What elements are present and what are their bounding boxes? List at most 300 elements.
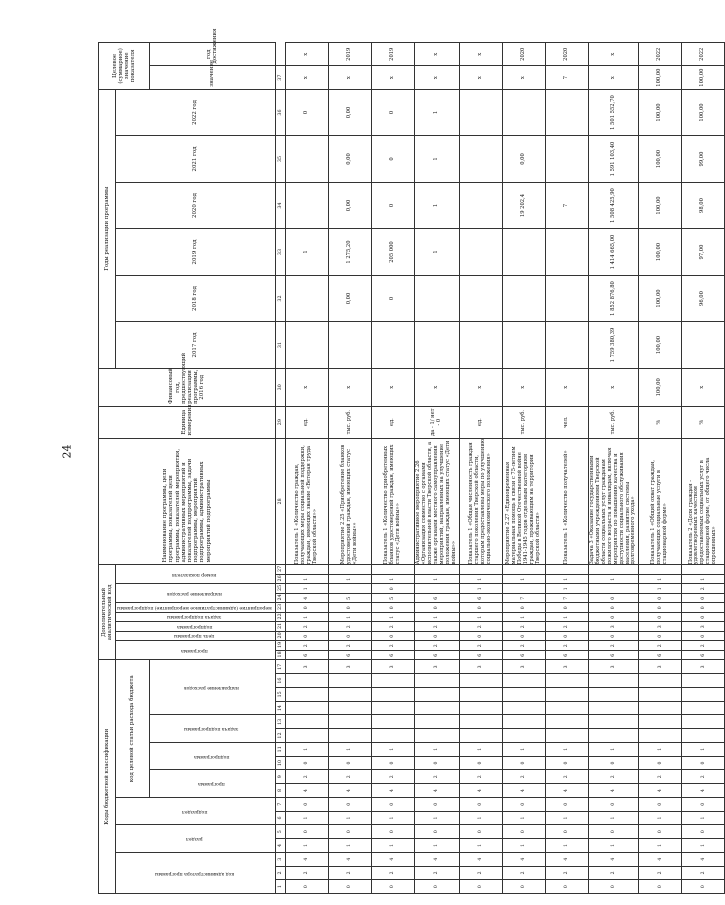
program-indicators-table — [98, 28, 725, 894]
row-year-value: 100,00 — [682, 89, 725, 136]
code-cell: 2 — [588, 866, 639, 880]
code-cell: 0 — [285, 631, 328, 641]
row-base-value: х — [502, 368, 545, 406]
row-name: Показатель 1 «Количество получателей» — [545, 438, 588, 565]
row-year-value — [285, 275, 328, 322]
code-cell: 4 — [682, 784, 725, 798]
code-cell: 2 — [371, 622, 414, 632]
row-year-value — [459, 322, 502, 369]
code-cell: 0 — [459, 756, 502, 770]
table-row — [459, 43, 502, 894]
code-cell: 4 — [639, 784, 682, 798]
code-cell: 1 — [414, 742, 459, 756]
row-year-value: 1 591 103,40 — [588, 136, 639, 183]
page-number: 24 — [60, 444, 74, 459]
code-cell: 0 — [414, 880, 459, 894]
code-cell: 3 — [588, 622, 639, 632]
table-row — [502, 43, 545, 894]
code-cell: 1 — [459, 742, 502, 756]
code-cell — [371, 729, 414, 743]
code-cell: 2 — [545, 866, 588, 880]
column-number: 15 — [275, 687, 285, 701]
code-cell: 1 — [682, 742, 725, 756]
row-unit: тыс. руб. — [502, 406, 545, 438]
code-cell — [545, 674, 588, 688]
code-cell — [545, 687, 588, 701]
code-cell: 0 — [545, 603, 588, 613]
code-cell: 4 — [545, 784, 588, 798]
code-cell: 0 — [588, 825, 639, 839]
code-cell: 2 — [285, 866, 328, 880]
row-name: Показатель 1 «Количество граждан, получающих меры социальной поддержки, граждан, имеющих звание «Ветеран труда Тверской области»» — [285, 438, 328, 565]
code-cell: 1 — [371, 574, 414, 584]
code-cell: 5 — [371, 593, 414, 603]
code-cell — [682, 674, 725, 688]
code-cell: 2 — [328, 641, 371, 651]
code-cell: 6 — [285, 650, 328, 660]
code-cell: 0 — [682, 825, 725, 839]
code-cell: 4 — [639, 852, 682, 866]
column-number: 14 — [275, 701, 285, 715]
row-year-value — [502, 89, 545, 136]
code-cell: 1 — [502, 574, 545, 584]
code-cell: 0 — [414, 631, 459, 641]
vert-program: программа — [116, 641, 276, 660]
column-number: 34 — [275, 182, 285, 229]
code-cell — [328, 674, 371, 688]
target-value-header: значение — [149, 66, 275, 89]
column-number-row — [275, 43, 285, 894]
code-cell: 0 — [371, 797, 414, 811]
code-cell: 1 — [285, 811, 328, 825]
code-cell: 6 — [502, 650, 545, 660]
table-body — [285, 43, 725, 894]
row-name: Задача 3 «Оказание государственными бюджетными учреждениями Тверской области социальных услуг гражданам пожилого возраста и инвалидам, включая мероприятия по повышению качества и доступности социального обслуживания населения, развитие системы долговременного ухода» — [588, 438, 639, 565]
code-cell: 3 — [414, 660, 459, 674]
code-cell — [545, 565, 588, 575]
target-year-header: год достижения — [149, 43, 275, 67]
code-cell: 1 — [682, 839, 725, 853]
code-cell: 1 — [285, 612, 328, 622]
code-cell: 0 — [371, 631, 414, 641]
row-target-value: х — [414, 66, 459, 89]
row-target-value: х — [459, 66, 502, 89]
year-2018-header: 2018 год — [116, 275, 276, 322]
code-cell: 6 — [371, 650, 414, 660]
code-cell — [588, 701, 639, 715]
row-year-value: 97,00 — [682, 229, 725, 276]
code-cell: 0 — [459, 880, 502, 894]
code-cell: 0 — [371, 756, 414, 770]
code-cell: 4 — [502, 784, 545, 798]
code-cell — [285, 674, 328, 688]
code-cell — [588, 715, 639, 729]
row-target-year: 2020 — [502, 43, 545, 67]
code-cell: 2 — [285, 622, 328, 632]
code-cell: 2 — [285, 641, 328, 651]
row-year-value — [502, 322, 545, 369]
code-cell: 6 — [459, 650, 502, 660]
code-cell: 4 — [459, 784, 502, 798]
row-year-value: 0 — [285, 89, 328, 136]
vert-direction: направление расходов — [116, 584, 276, 603]
unit-header: Единица измерения — [99, 406, 276, 438]
code-cell: 0 — [682, 612, 725, 622]
year-2021-header: 2021 год — [116, 136, 276, 183]
code-cell: 4 — [328, 784, 371, 798]
code-cell — [285, 565, 328, 575]
row-unit: ед. — [459, 406, 502, 438]
row-target-value: 100,00 — [639, 66, 682, 89]
row-target-year: х — [414, 43, 459, 67]
code-cell: 6 — [459, 593, 502, 603]
code-cell — [459, 715, 502, 729]
row-base-value: 100,00 — [639, 368, 682, 406]
code-cell — [639, 687, 682, 701]
code-cell: 1 — [588, 839, 639, 853]
code-cell: 0 — [414, 797, 459, 811]
row-year-value: 0 — [371, 136, 414, 183]
code-cell — [502, 701, 545, 715]
code-cell: 1 — [588, 574, 639, 584]
name-header: Наименование программы, цели программы, показателей цели программы, показателей мероприятия, административных мероприятий и показателей подпрограммы, задачи подпрограммы, мероприятий подпрограммы, административных мероприятий подпрограммы — [99, 438, 276, 565]
row-year-value: 1 759 380,39 — [588, 322, 639, 369]
row-year-value: 1 — [414, 229, 459, 276]
column-number: 1 — [275, 880, 285, 894]
column-number: 35 — [275, 136, 285, 183]
code-cell: 2 — [639, 770, 682, 784]
code-cell — [639, 729, 682, 743]
column-number: 23 — [275, 603, 285, 613]
code-cell — [588, 674, 639, 688]
year-2022-header: 2022 год — [116, 89, 276, 136]
code-cell: 4 — [328, 852, 371, 866]
column-number: 2 — [275, 866, 285, 880]
column-number: 18 — [275, 650, 285, 660]
column-number: 12 — [275, 729, 285, 743]
code-cell — [682, 701, 725, 715]
code-cell: 0 — [588, 797, 639, 811]
code-cell: 2 — [502, 622, 545, 632]
code-cell — [285, 701, 328, 715]
code-cell: 0 — [639, 631, 682, 641]
code-cell: 1 — [414, 839, 459, 853]
code-cell: 0 — [545, 797, 588, 811]
code-cell: 0 — [545, 631, 588, 641]
row-year-value: 0 — [371, 275, 414, 322]
row-name: Показатель 1 «Общая численность граждан старшего поколения Тверской области, которым предоставлены меры по улучшению социально-экономического положения» — [459, 438, 502, 565]
code-cell: 0 — [682, 631, 725, 641]
row-unit: чел. — [545, 406, 588, 438]
code-cell: 1 — [545, 612, 588, 622]
code-cell: 1 — [545, 742, 588, 756]
code-cell: 0 — [502, 880, 545, 894]
code-cell: 1 — [285, 584, 328, 594]
row-base-value: х — [328, 368, 371, 406]
row-name: Показатель 2 «Доля граждан - удовлетворенных качеством предоставляемых социальных услуг в стационарной форме, от общего числа опрошенных» — [682, 438, 725, 565]
row-year-value — [459, 89, 502, 136]
code-cell — [545, 701, 588, 715]
code-cell: 4 — [285, 593, 328, 603]
code-cell — [588, 729, 639, 743]
row-year-value — [459, 229, 502, 276]
code-cell: 1 — [328, 742, 371, 756]
code-cell: 3 — [639, 622, 682, 632]
code-cell: 1 — [285, 742, 328, 756]
row-year-value: 205 000 — [371, 229, 414, 276]
column-number: 9 — [275, 770, 285, 784]
code-cell: 0 — [328, 825, 371, 839]
code-cell: 1 — [588, 811, 639, 825]
year-2019-header: 2019 год — [116, 229, 276, 276]
code-cell: 1 — [545, 839, 588, 853]
code-cell: 2 — [682, 770, 725, 784]
code-cell — [459, 701, 502, 715]
code-cell: 4 — [682, 852, 725, 866]
code-cell: 1 — [285, 839, 328, 853]
row-year-value — [371, 322, 414, 369]
row-year-value: 1 414 665,00 — [588, 229, 639, 276]
code-cell: 3 — [545, 660, 588, 674]
column-number: 20 — [275, 631, 285, 641]
code-cell: 2 — [459, 622, 502, 632]
column-number: 10 — [275, 756, 285, 770]
column-number: 27 — [275, 565, 285, 575]
row-target-year: 2019 — [328, 43, 371, 67]
row-year-value: 1 508 425,90 — [588, 182, 639, 229]
table-inner — [98, 28, 718, 894]
code-cell: 2 — [502, 641, 545, 651]
base-year-header: Финансовый год, предшествующий реализации программы, 2016 год — [99, 368, 276, 406]
vert-measure: мероприятие (административное мероприятие) подпрограммы — [116, 603, 276, 613]
code-cell: 2 — [459, 770, 502, 784]
row-unit: тыс. руб. — [328, 406, 371, 438]
code-cell: 0 — [639, 612, 682, 622]
code-cell: 4 — [588, 784, 639, 798]
code-cell — [414, 687, 459, 701]
kcsr-program-header: программа — [149, 770, 275, 797]
rotated-table-container — [98, 28, 718, 894]
code-cell — [414, 729, 459, 743]
row-year-value — [545, 322, 588, 369]
code-cell — [459, 565, 502, 575]
code-cell — [682, 729, 725, 743]
row-year-value — [328, 322, 371, 369]
code-cell: 4 — [371, 852, 414, 866]
code-cell — [588, 687, 639, 701]
code-cell: 1 — [502, 811, 545, 825]
column-number: 17 — [275, 660, 285, 674]
codes-group-header: Коды бюджетной классификации — [99, 660, 116, 894]
kcsr-header: код целевой статьи расхода бюджета — [116, 660, 150, 797]
code-cell: 2 — [285, 770, 328, 784]
code-cell: 0 — [682, 797, 725, 811]
row-unit: % — [639, 406, 682, 438]
code-cell: 2 — [639, 866, 682, 880]
row-year-value — [545, 89, 588, 136]
code-cell — [414, 584, 459, 594]
table-row — [682, 43, 725, 894]
code-cell: 6 — [328, 650, 371, 660]
code-cell — [588, 584, 639, 594]
code-cell: 2 — [328, 866, 371, 880]
code-cell: 0 — [328, 797, 371, 811]
code-cell: 2 — [414, 641, 459, 651]
table-row — [588, 43, 639, 894]
code-cell — [502, 674, 545, 688]
code-cell: 4 — [502, 852, 545, 866]
row-target-year: 2022 — [639, 43, 682, 67]
row-unit: да - 1/ нет - 0 — [414, 406, 459, 438]
code-cell — [639, 565, 682, 575]
code-cell: 2 — [682, 584, 725, 594]
code-cell — [371, 701, 414, 715]
code-cell: 1 — [639, 584, 682, 594]
row-year-value — [682, 322, 725, 369]
code-cell: 0 — [588, 603, 639, 613]
code-cell — [502, 565, 545, 575]
table-row — [371, 43, 414, 894]
code-cell — [545, 729, 588, 743]
code-cell: 3 — [502, 660, 545, 674]
code-cell: 2 — [414, 866, 459, 880]
column-number: 28 — [275, 438, 285, 565]
column-number: 21 — [275, 622, 285, 632]
row-base-value: х — [588, 368, 639, 406]
row-year-value: 1 275,20 — [328, 229, 371, 276]
code-cell — [639, 715, 682, 729]
row-target-value: 100,00 — [682, 66, 725, 89]
code-cell: 4 — [285, 784, 328, 798]
row-target-year: х — [588, 43, 639, 67]
code-cell: 2 — [682, 866, 725, 880]
code-cell — [371, 674, 414, 688]
column-number: 6 — [275, 811, 285, 825]
code-cell — [502, 584, 545, 594]
admin-code-header: код администратора программы — [116, 852, 276, 893]
code-cell: 3 — [682, 660, 725, 674]
code-cell: 2 — [371, 770, 414, 784]
target-header: Целевое (суммарное) значение показателя — [99, 43, 150, 90]
code-cell: 0 — [285, 797, 328, 811]
row-name: Административное мероприятие 2.26 «Организация совместно с органами исполнительной власти Тверской области, а также органами местного самоуправления мероприятий, направленных на улучшение положения граждан, имеющих статус «Дети войны»» — [414, 438, 459, 565]
row-target-year: 2022 — [682, 43, 725, 67]
code-cell: 0 — [371, 584, 414, 594]
code-cell: 2 — [545, 622, 588, 632]
code-cell: 5 — [328, 593, 371, 603]
row-base-value: х — [545, 368, 588, 406]
code-cell: 0 — [414, 603, 459, 613]
code-cell: 0 — [588, 612, 639, 622]
row-year-value: 7 — [545, 182, 588, 229]
code-cell: 0 — [414, 825, 459, 839]
column-number: 26 — [275, 574, 285, 584]
row-year-value: 96,00 — [682, 275, 725, 322]
code-cell: 1 — [459, 839, 502, 853]
column-number: 7 — [275, 797, 285, 811]
vert-subprogram: подпрограмма — [116, 622, 276, 632]
code-cell: 1 — [371, 839, 414, 853]
code-cell: 0 — [588, 880, 639, 894]
code-cell: 1 — [502, 742, 545, 756]
code-cell — [328, 715, 371, 729]
code-cell: 0 — [459, 631, 502, 641]
column-number: 36 — [275, 89, 285, 136]
row-target-year: х — [459, 43, 502, 67]
row-unit: % — [682, 406, 725, 438]
code-cell: 0 — [588, 756, 639, 770]
row-year-value: 1 — [285, 229, 328, 276]
row-year-value: 100,00 — [639, 89, 682, 136]
row-year-value: 1 — [414, 182, 459, 229]
column-number: 29 — [275, 406, 285, 438]
code-cell: 2 — [414, 770, 459, 784]
row-base-value: х — [371, 368, 414, 406]
code-cell: 6 — [414, 650, 459, 660]
code-cell: 2 — [328, 770, 371, 784]
row-base-value: х — [682, 368, 725, 406]
code-cell: 1 — [414, 574, 459, 584]
code-cell: 0 — [328, 631, 371, 641]
row-year-value — [502, 229, 545, 276]
code-cell — [682, 715, 725, 729]
column-number: 22 — [275, 612, 285, 622]
code-cell: 2 — [639, 641, 682, 651]
kcsr-direction-header: направление расходов — [149, 660, 275, 715]
code-cell: 6 — [682, 650, 725, 660]
row-unit: ед. — [285, 406, 328, 438]
code-cell: 1 — [414, 811, 459, 825]
row-year-value — [502, 275, 545, 322]
code-cell: 1 — [328, 574, 371, 584]
row-year-value — [545, 275, 588, 322]
row-base-value: х — [285, 368, 328, 406]
code-cell: 0 — [285, 880, 328, 894]
code-cell: 4 — [545, 852, 588, 866]
code-cell: 1 — [328, 612, 371, 622]
code-cell: 0 — [502, 797, 545, 811]
code-cell: 0 — [459, 603, 502, 613]
row-year-value: 100,00 — [639, 182, 682, 229]
column-number: 8 — [275, 784, 285, 798]
row-target-value: х — [502, 66, 545, 89]
code-cell — [588, 565, 639, 575]
code-cell: 4 — [414, 784, 459, 798]
code-cell: 0 — [285, 603, 328, 613]
code-cell — [682, 687, 725, 701]
row-year-value — [285, 136, 328, 183]
column-number: 24 — [275, 593, 285, 603]
row-year-value — [545, 136, 588, 183]
code-cell: 0 — [328, 880, 371, 894]
row-year-value: 19 202,4 — [502, 182, 545, 229]
row-year-value: 1 852 876,80 — [588, 275, 639, 322]
code-cell: 1 — [639, 811, 682, 825]
vert-task: задача подпрограммы — [116, 612, 276, 622]
kcsr-subprogram-header: подпрограмма — [149, 742, 275, 769]
row-year-value: 0 — [371, 182, 414, 229]
row-target-value: х — [285, 66, 328, 89]
column-number: 4 — [275, 839, 285, 853]
row-year-value: 0,00 — [328, 136, 371, 183]
code-cell: 4 — [414, 852, 459, 866]
code-cell: 2 — [588, 641, 639, 651]
code-cell — [502, 687, 545, 701]
code-cell — [285, 715, 328, 729]
row-year-value: 100,00 — [639, 322, 682, 369]
code-cell: 1 — [545, 811, 588, 825]
row-name: Мероприятие 2.25 «Приобретение бланков удостоверений граждан, имеющих статус «Дети войны»» — [328, 438, 371, 565]
